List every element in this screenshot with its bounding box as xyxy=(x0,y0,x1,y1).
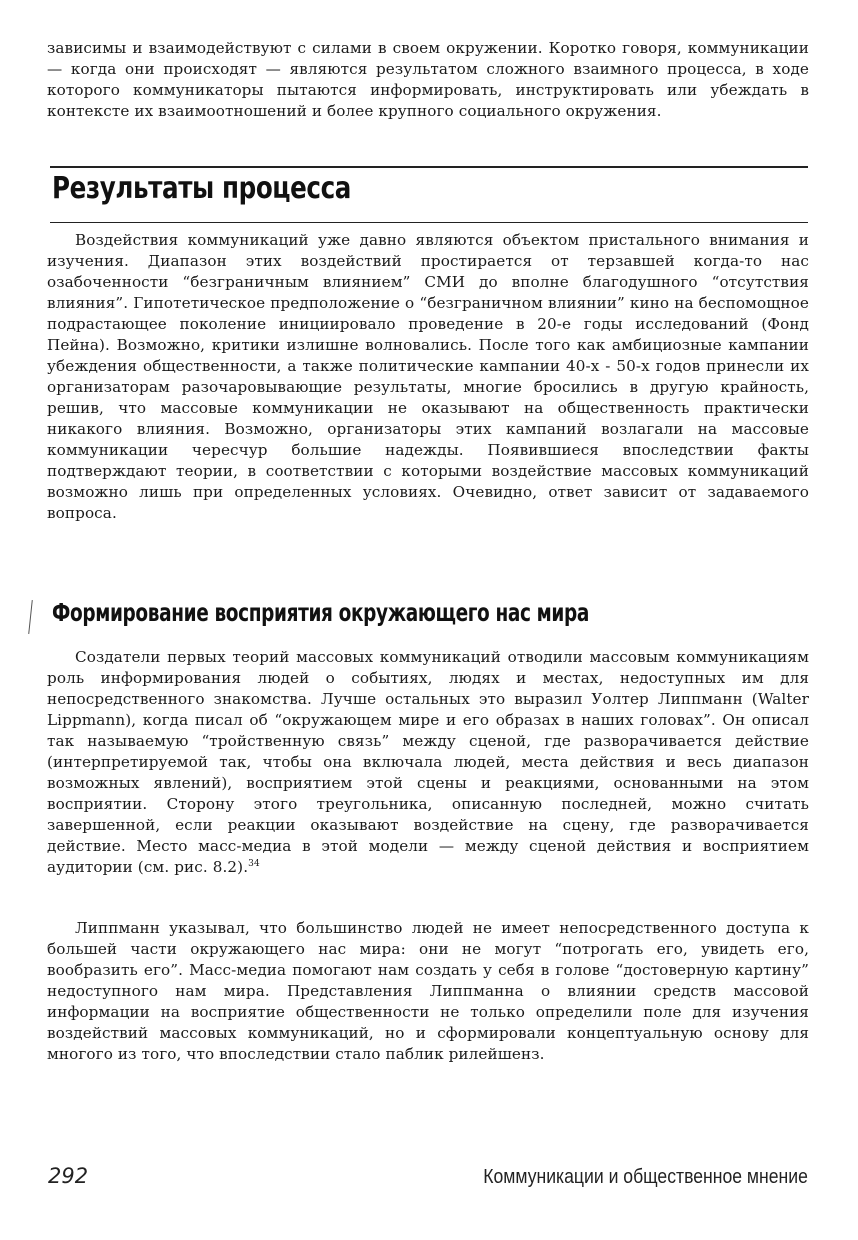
section-rule-top xyxy=(50,166,808,168)
section-title-results: Результаты процесса xyxy=(52,171,351,206)
perception-paragraph-1 xyxy=(47,647,809,878)
page-number: 292 xyxy=(48,1164,89,1188)
section-title-perception: Формирование восприятия окружающего нас мира xyxy=(52,598,589,627)
perception-paragraph-1-text: Создатели первых теорий массовых коммуникаций отводили массовым коммуникациям роль информирования людей о событиях, людях и местах, недоступных им для непосредственного знакомства. Лучше остальных это выразил Уолтер Липпманн (Walter Lippmann), когда писал об “окружающем мире и его образах в наших головах”. Он описал так называемую “тройственную связь” между сценой, где разворачивается действие (интерпретируемой так, чтобы она включала людей, места действия и весь диапазон возможных явлений), восприятием этой сцены и реакциями, основанными на этом восприятии. Сторону этого треугольника, описанную последней, можно считать завершенной, если реакции оказывают воздействие на сцену, где разворачивается действие. Место масс-медиа в этой модели — между сценой действия и восприятием аудитории (см. рис. 8.2). xyxy=(47,648,809,876)
perception-paragraph-2: Липпманн указывал, что большинство людей не имеет непосредственного доступа к большей части окружающего нас мира: они не могут “потрогать его, увидеть его, вообразить его”. Масс-медиа помогают нам создать у себя в голове “достоверную картину” недоступного нам мира. Представления Липпманна о влиянии средств массовой информации на восприятие общественности не только определили поле для изучения воздействий массовых коммуникаций, но и сформировали концептуальную основу для многого из того, что впоследствии стало паблик рилейшенз. xyxy=(47,919,809,1063)
margin-pencil-mark xyxy=(28,600,33,634)
running-title: Коммуникации и общественное мнение xyxy=(483,1166,808,1188)
intro-paragraph: зависимы и взаимодействуют с силами в своем окружении. Коротко говоря, коммуникации — когда они происходят — являются результатом сложного взаимного процесса, в ходе которого коммуникаторы пытаются информировать, инструктировать или убеждать в контексте их взаимоотношений и более крупного социального окружения. xyxy=(47,39,809,120)
footnote-reference: 34 xyxy=(248,858,260,869)
section-rule-bottom xyxy=(50,222,808,223)
results-paragraph: Воздействия коммуникаций уже давно являются объектом пристального внимания и изучения. Диапазон этих воздействий простирается от терзавшей когда-то нас озабоченности “безграничным влиянием” СМИ до вполне благодушного “отсутствия влияния”. Гипотетическое предположение о “безграничном влиянии” кино на беспомощное подрастающее поколение инициировало проведение в 20-е годы исследований (Фонд Пейна). Возможно, критики излишне волновались. После того как амбициозные кампании убеждения общественности, а также политические кампании 40-х - 50-х годов принесли их организаторам разочаровывающие результаты, многие бросились в другую крайность, решив, что массовые коммуникации не оказывают на общественность практически никакого влияния. Возможно, организаторы этих кампаний возлагали на массовые коммуникации чересчур большие надежды. Появившиеся впоследствии факты подтверждают теории, в соответствии с которыми воздействие массовых коммуникаций возможно лишь при определенных условиях. Очевидно, ответ зависит от задаваемого вопроса. xyxy=(47,231,809,522)
